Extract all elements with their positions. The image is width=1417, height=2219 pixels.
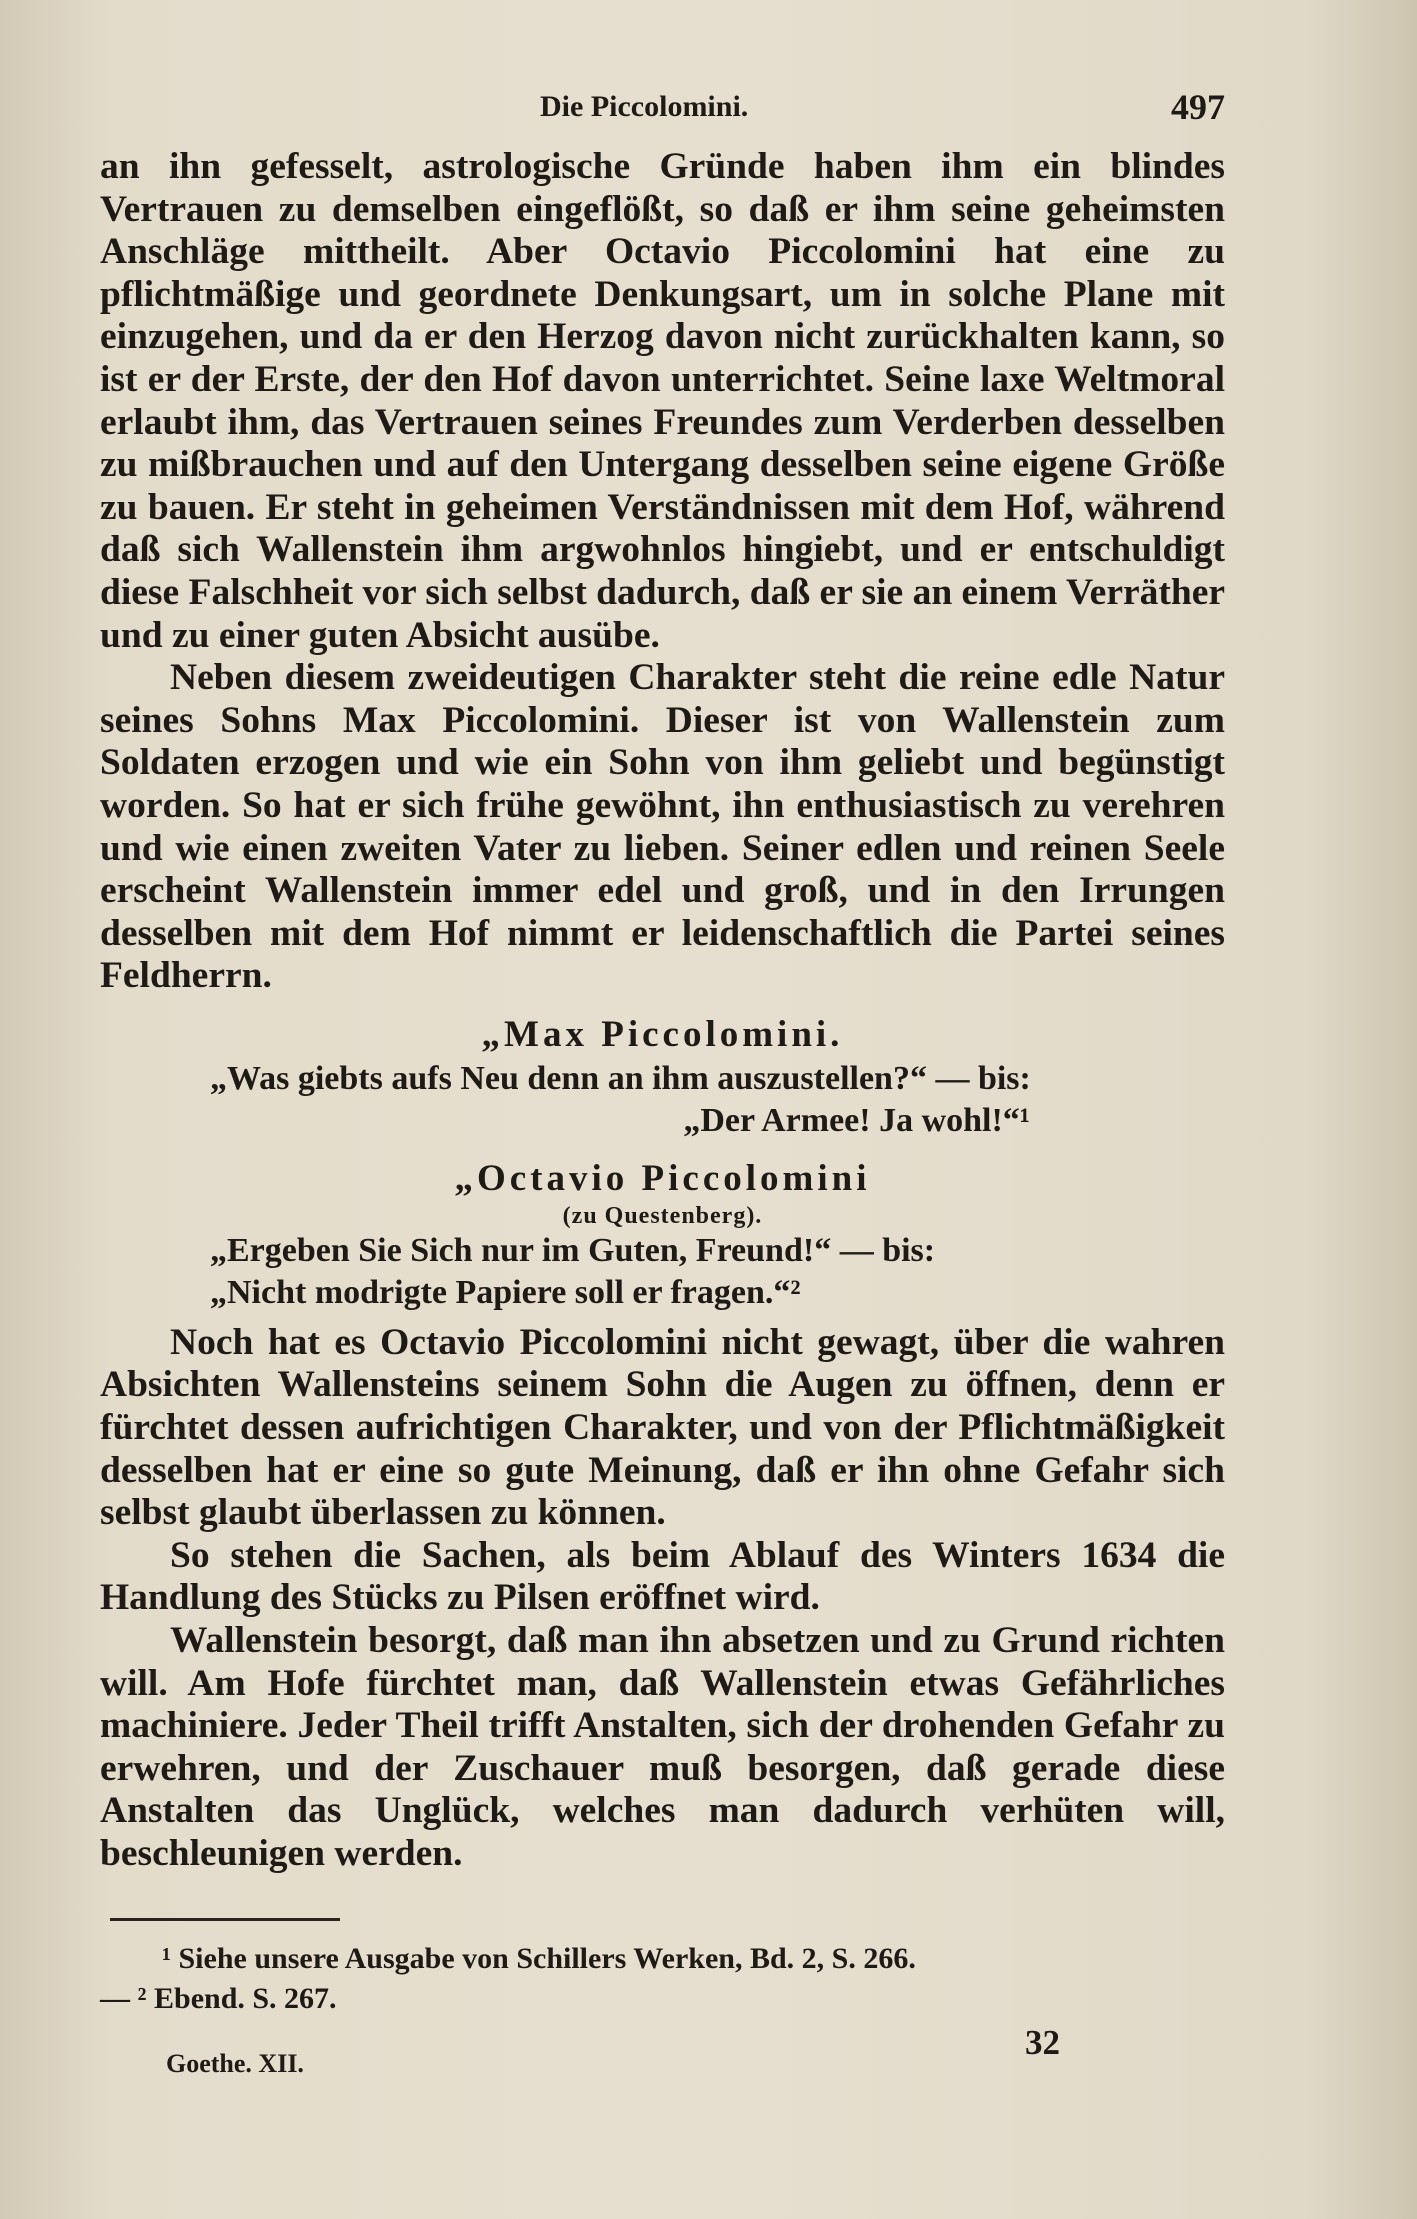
- body-text-continued: [100, 1322, 1225, 1876]
- quote-max-line-1: „Was giebts aufs Neu denn an ihm auszustellen?“ — bis:: [210, 1059, 1031, 1097]
- quote-max-heading: „Max Piccolomini.: [481, 1013, 844, 1055]
- quote-octavio-heading: „Octavio Piccolomini: [454, 1157, 871, 1199]
- quote-octavio-subheading: (zu Questenberg).: [562, 1202, 763, 1229]
- quote-max-line-2: „Der Armee! Ja wohl!“¹: [683, 1101, 1030, 1139]
- paragraph-winter: So stehen die Sachen, als beim Ablauf des Winters 1634 die Handlung des Stücks zu Pilsen eröffnet wird.: [100, 1534, 1225, 1619]
- running-title: Die Piccolomini.: [540, 90, 749, 123]
- signature-mark: Goethe. XII.: [166, 2048, 304, 2078]
- footnotes: [100, 1939, 1225, 2019]
- page-footer: [100, 2023, 1225, 2083]
- paragraph-octavio: Noch hat es Octavio Piccolomini nicht gewagt, über die wahren Absichten Wallensteins seinem Sohn die Augen zu öffnen, denn er fürchtet dessen aufrichtigen Charakter, und von der Pflichtmäßigkeit desselben hat er eine so gute Meinung, daß er ihn ohne Gefahr sich selbst glaubt überlassen zu können.: [100, 1321, 1225, 1534]
- quote-octavio-line-2: „Nicht modrigte Papiere soll er fragen.“²: [210, 1273, 801, 1311]
- sheet-number: 32: [1025, 2022, 1060, 2062]
- footnote-divider: [110, 1918, 340, 1921]
- page-number: 497: [1171, 87, 1225, 127]
- footnote-1: ¹ Siehe unsere Ausgabe von Schillers Werken, Bd. 2, S. 266.: [162, 1941, 916, 1975]
- quote-octavio: [100, 1156, 1225, 1314]
- quote-octavio-line-1: „Ergeben Sie Sich nur im Guten, Freund!“ — bis:: [210, 1231, 936, 1269]
- quote-max: [100, 1012, 1225, 1142]
- body-text: [100, 146, 1225, 998]
- paragraph-continuation: an ihn gefesselt, astrologische Gründe haben ihm ein blindes Vertrauen zu demselben eingeflößt, so daß er ihm seine geheimsten Anschläge mittheilt. Aber Octavio Piccolomini hat eine zu pflichtmäßige und geordnete Denkungsart, um in solche Plane mit einzugehen, und da er den Herzog davon nicht zurückhalten kann, so ist er der Erste, der den Hof davon unterrichtet. Seine laxe Weltmoral erlaubt ihm, das Vertrauen seines Freundes zum Verderben desselben zu mißbrauchen und auf den Untergang desselben seine eigene Größe zu bauen. Er steht in geheimen Verständnissen mit dem Hof, während daß sich Wallenstein ihm argwohnlos hingiebt, und er entschuldigt diese Falschheit vor sich selbst dadurch, daß er sie an einem Verräther und zu einer guten Absicht ausübe.: [100, 146, 1225, 656]
- page-header: [100, 86, 1225, 146]
- footnote-2: — ² Ebend. S. 267.: [100, 1981, 337, 2015]
- paragraph-wallenstein: Wallenstein besorgt, daß man ihn absetzen und zu Grund richten will. Am Hofe fürchtet man, daß Wallenstein etwas Gefährliches machiniere. Jeder Theil trifft Anstalten, sich der drohenden Gefahr zu erwehren, und der Zuschauer muß besorgen, daß gerade diese Anstalten das Unglück, welches man dadurch verhüten will, beschleunigen werden.: [100, 1620, 1225, 1874]
- paragraph-max: Neben diesem zweideutigen Charakter steht die reine edle Natur seines Sohns Max Piccolomini. Dieser ist von Wallenstein zum Soldaten erzogen und wie ein Sohn von ihm geliebt und begünstigt worden. So hat er sich frühe gewöhnt, ihn enthusiastisch zu verehren und wie einen zweiten Vater zu lieben. Seiner edlen und reinen Seele erscheint Wallenstein immer edel und groß, und in den Irrungen desselben mit dem Hof nimmt er leidenschaftlich die Partei seines Feldherrn.: [100, 657, 1225, 997]
